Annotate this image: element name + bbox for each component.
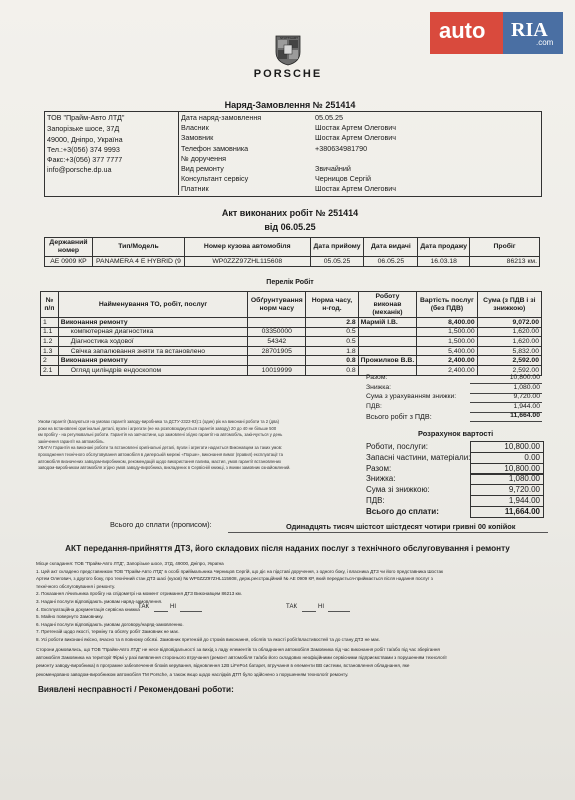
- vehicle-value-cell: WP0ZZZ97ZHL115608: [184, 257, 310, 267]
- works-cell: 2.8: [306, 318, 358, 328]
- warranty-line: закінчення гарантії на автомобіль.: [38, 438, 105, 444]
- works-header-cell: № п/п: [41, 292, 59, 318]
- works-cell: 1,500.00: [417, 327, 477, 337]
- order-title: Наряд-Замовлення № 251414: [224, 100, 356, 110]
- order-header-divider: [178, 111, 179, 195]
- works-cell: 1,500.00: [417, 337, 477, 347]
- vehicle-value-cell: AE 0909 КР: [45, 257, 93, 267]
- works-title: Перелік Робіт: [266, 279, 314, 286]
- act-title: Акт виконаних робіт № 251414: [221, 208, 359, 218]
- warranty-line: Умови гарантії (Базуються на умовах гарантії заводу-виробника та ДСТУ-2322-93):1 (один) рік на виконані роботи та 2 (два): [38, 419, 279, 424]
- vehicle-header-cell: Дата видачі: [364, 238, 418, 257]
- vehicle-header-row: [45, 238, 540, 257]
- works-cell: 1.8: [306, 346, 358, 356]
- works-row: [41, 356, 542, 366]
- calc-value: 9,720.00: [508, 485, 540, 495]
- vehicle-header-cell: Дата продажу: [418, 238, 470, 257]
- parties-line: рекомендовано заводом-виробником автомобіля ТМ Porsche, а також якщо щодо наслідків ДТП було здійснено з порушенням технології ремонту.: [36, 671, 349, 677]
- parties-line: автомобіля Замовника на території Фірмі у разі виявлення сторонього втручання (ремонт автомобіля та/або його складових неофіційними сервісними підприємствами з порушенням технології: [36, 655, 447, 661]
- works-row: [41, 318, 542, 328]
- order-field-value: +380634981790: [315, 143, 368, 153]
- transfer-line: Місце складання: ТОВ "Прайм-Авто ЛТД", Запорізьке шосе, 37Д, 49000, Дніпро, Україна: [36, 561, 224, 566]
- subtotal-value: 10,800.00: [509, 374, 540, 381]
- calc-value: 0.00: [524, 452, 540, 462]
- works-cell: 0.8: [306, 356, 358, 366]
- subtotal-value: 11,664.00: [510, 412, 540, 419]
- company-email: info@porsche.dp.ua: [47, 165, 112, 174]
- vehicle-value-cell: 86213 км.: [470, 257, 540, 267]
- vehicle-header-cell: Номер кузова автомобіля: [184, 238, 310, 257]
- subtotal-value: 1,080.00: [513, 383, 540, 391]
- order-field-label: № доручення: [181, 153, 226, 163]
- doc-yes-1: ТАК: [138, 604, 149, 610]
- order-field-value: Шостак Артем Олегович: [315, 123, 397, 133]
- calc-title: Розрахунок вартості: [418, 429, 494, 438]
- calc-label: ПДВ:: [366, 496, 385, 505]
- works-cell: 0.5: [306, 337, 358, 347]
- works-cell: 9,072.00: [477, 318, 541, 328]
- works-cell: 54342: [248, 337, 306, 347]
- order-field-label: Замовник: [181, 133, 214, 143]
- vehicle-value-cell: 05.05.25: [310, 257, 364, 267]
- order-field-label: Власник: [181, 123, 209, 133]
- order-field-label: Вид ремонту: [181, 164, 224, 173]
- vehicle-table: [44, 237, 540, 267]
- works-cell: [358, 327, 417, 337]
- transfer-line: 3. Надані послуги відповідають умовам наряд-замовлення.: [36, 599, 163, 604]
- works-cell: компютерная диагностика: [58, 327, 248, 337]
- works-cell: 1.1: [41, 327, 59, 337]
- transfer-line: 7. Претензій щодо якості, терміну та обсягу робіт Замовник не має.: [36, 629, 180, 635]
- vehicle-values-row: [45, 257, 540, 267]
- works-cell: Огляд циліндрів ендоскопом: [58, 365, 248, 375]
- doc-no-2-line: [328, 611, 350, 612]
- warranty-line: автомобіля визначених заводом-виробником, рекомендацій щодо використання палива, мастил, умов гарантії встановлених: [38, 458, 282, 464]
- transfer-line: 1. Цей акт складено представником ТОВ "Прайм-Авто ЛТД" в особі прийімальника Черницов Сергій, що діє на підставі доручення, з одного боку, і власника ДТЗ чи його представника Шостак: [36, 568, 444, 574]
- works-cell: 5,400.00: [417, 346, 477, 356]
- transfer-line: 6. Надані послуги відповідають умовам договору/наряд-замовленню.: [36, 621, 184, 627]
- transfer-line: технічного обслуговування і ремонту.: [36, 583, 116, 589]
- company-name: ТОВ "Прайм-Авто ЛТД": [47, 113, 125, 122]
- subtotal-label: Сума з урахуванням знижки:: [366, 393, 457, 400]
- doc-no-1: НІ: [170, 604, 176, 610]
- order-field-label: Консультант сервісу: [181, 174, 249, 184]
- calc-value: 11,664.00: [504, 506, 540, 516]
- order-field-label: Дата наряд-замовлення: [181, 113, 262, 122]
- calc-value: 10,800.00: [504, 463, 540, 473]
- watermark-ria: [503, 12, 563, 54]
- subtotal-value: 9,720.00: [513, 393, 540, 400]
- works-cell: 0.5: [306, 327, 358, 337]
- transfer-line: 8. Усі роботи виконані якісно, вчасно та в повному обсязі. Замовник претензій до строків виконання, обсягів та якості робіт/властивостей та до стану ДТЗ не має.: [36, 637, 381, 642]
- works-cell: 2,592.00: [477, 356, 541, 366]
- works-cell: 28701905: [248, 346, 306, 356]
- works-cell: 2,400.00: [417, 356, 477, 366]
- works-cell: 10019999: [248, 365, 306, 375]
- subtotal-label: Разом:: [366, 374, 388, 381]
- watermark-auto: [430, 12, 503, 54]
- order-field-value: 05.05.25: [315, 113, 343, 122]
- vehicle-value-cell: 06.05.25: [364, 257, 418, 267]
- watermark-auto-text: auto: [439, 18, 486, 43]
- works-table: [40, 291, 542, 376]
- works-cell: Свічка запалювання зняти та встановлено: [58, 346, 248, 356]
- vehicle-header-cell: Дата прийому: [310, 238, 364, 257]
- order-field-value: Черницов Сергій: [315, 174, 372, 184]
- works-cell: Діагностика ходової: [58, 337, 248, 347]
- works-cell: [358, 337, 417, 347]
- works-header-cell: Сума (з ПДВ і зі знижкою): [477, 292, 541, 318]
- porsche-crest-icon: [274, 34, 302, 66]
- order-field-value: Шостак Артем Олегович: [315, 184, 397, 194]
- works-cell: 1.2: [41, 337, 59, 347]
- subtotal-label: Всього робіт з ПДВ:: [366, 412, 432, 421]
- works-cell: 1,620.00: [477, 327, 541, 337]
- works-header-row: [41, 292, 542, 318]
- subtotal-line: [470, 421, 542, 422]
- works-cell: 5,832.00: [477, 346, 541, 356]
- works-header-cell: Вартість послуг (без ПДВ): [417, 292, 477, 318]
- subtotal-value: 1,944.00: [513, 402, 540, 410]
- vehicle-header-cell: Державний номер: [45, 238, 93, 257]
- works-cell: [248, 318, 306, 328]
- subtotal-label: Знижка:: [366, 383, 391, 391]
- warranty-line: проходження технічного обслуговування автомобіля в дилерській мережі «Порше», виконання вимог (правил) експлуатації та: [38, 452, 283, 457]
- act-date: від 06.05.25: [264, 222, 316, 232]
- to-pay-words: Одинадцять тисяч шістсот шістдесят чотири гривні 00 копійок: [286, 522, 516, 531]
- company-address2: 49000, Дніпро, Україна: [47, 135, 123, 144]
- warranty-line: роки на встановлені оригінальні деталі, вузли і агрегати (не на розповсюджується гарантія заводу) 20 до 40 не більше 500: [38, 425, 277, 431]
- calc-label: Роботи, послуги:: [366, 442, 428, 451]
- subtotal-label: ПДВ:: [366, 402, 382, 410]
- works-header-cell: Найменування ТО, робіт, послуг: [58, 292, 248, 318]
- works-header-cell: Норма часу, н-год.: [306, 292, 358, 318]
- company-fax: Факс:+3(056) 377 7777: [47, 155, 123, 164]
- transfer-line: 2. Показання лічильника пробігу на спідометрі на момент отримання ДТЗ Виконавцем 86213 км.: [36, 591, 242, 597]
- works-cell: [358, 346, 417, 356]
- doc-no-1-line: [180, 611, 202, 612]
- works-cell: Виконання ремонту: [58, 356, 248, 366]
- calc-label: Разом:: [366, 463, 392, 473]
- works-cell: 2.1: [41, 365, 59, 375]
- vehicle-value-cell: PANAMERA 4 E HYBRID (9: [92, 257, 184, 267]
- works-cell: 0.8: [306, 365, 358, 375]
- calc-label: Запасні частини, матеріали:: [366, 452, 471, 462]
- doc-yes-2-line: [302, 611, 316, 612]
- works-cell: 1.3: [41, 346, 59, 356]
- works-cell: Мармій І.В.: [358, 318, 417, 328]
- works-row: [41, 337, 542, 347]
- order-field-label: Платник: [181, 184, 209, 194]
- works-body: [41, 318, 542, 376]
- to-pay-underline: [228, 532, 548, 533]
- warranty-line: заводом-виробником автомобіля згідно умов заводу-виробника, викладених в Сервісній книжці, з якими замовник ознайомлений.: [38, 465, 291, 471]
- works-cell: 8,400.00: [417, 318, 477, 328]
- works-header-cell: Роботу виконав (механік): [358, 292, 417, 318]
- transfer-title: АКТ передання-прийняття ДТЗ, його складових після наданих послуг з технічного обслуговування і ремонту: [65, 544, 510, 553]
- transfer-line: 5. Майно повернуто Замовнику.: [36, 614, 104, 620]
- watermark-suffix: .com: [536, 38, 554, 47]
- works-row: [41, 346, 542, 356]
- transfer-line: 4. Експлуатаційна документація сервісна книжка: [36, 606, 140, 612]
- company-address1: Запорізьке шосе, 37Д: [47, 124, 120, 133]
- works-cell: 1: [41, 318, 59, 328]
- parties-line: ремонту заводу-виробника) в програмне забезпечення блоків керування, відновлення 12В LiFePo4 батареї, втручання в елементи ВВ системи, встановлення обладнання, яке: [36, 663, 410, 669]
- calc-label: Всього до сплати:: [366, 506, 439, 516]
- vehicle-header-cell: Тип/Модель: [92, 238, 184, 257]
- order-field-label: Телефон замовника: [181, 143, 249, 153]
- transfer-line: Артем Олегович, з другого боку, про технічний стан ДТЗ шасі (кузов) № WP0ZZZ97ZHL115608, держ.реєстраційний № AE 0909 КР, який передається-приймається після надання послуг з: [36, 576, 433, 582]
- works-header-cell: Обґрунтування норм часу: [248, 292, 306, 318]
- order-field-value: Шостак Артем Олегович: [315, 133, 397, 143]
- warranty-line: км пробігу - на регулювальні роботи. Гарантія на запчастини, що замовлені згідно гарантії на автомобіль, закінчується у день: [38, 432, 283, 438]
- doc-no-2: НІ: [318, 604, 324, 610]
- defects-title: Виявлені несправності / Рекомендовані роботи:: [38, 685, 234, 694]
- company-phone: Тел.:+3(056) 374 9993: [47, 145, 120, 154]
- works-cell: 1,620.00: [477, 337, 541, 347]
- warranty-line: УВАГА! Гарантія на виконані роботи та встановлені оригінальні деталі, вузли і агрегати надається Виконавцем за таких умов:: [38, 445, 283, 451]
- calc-label: Знижка:: [366, 474, 396, 484]
- order-field-value: Звичайний: [315, 164, 351, 173]
- works-cell: Прожилков В.В.: [358, 356, 417, 366]
- vehicle-value-cell: 16.03.18: [418, 257, 470, 267]
- works-cell: Виконання ремонту: [58, 318, 248, 328]
- works-cell: 2: [41, 356, 59, 366]
- calc-value: 1,944.00: [508, 496, 540, 505]
- doc-yes-2: ТАК: [286, 604, 297, 610]
- works-cell: 03350000: [248, 327, 306, 337]
- works-row: [41, 327, 542, 337]
- calc-value: 1,080.00: [508, 474, 540, 484]
- works-cell: 2,400.00: [417, 365, 477, 375]
- watermark-ria-text: RIA: [511, 19, 548, 41]
- svg-text:STUTTGART: STUTTGART: [280, 36, 298, 40]
- works-cell: [248, 356, 306, 366]
- vehicle-header-cell: Пробіг: [470, 238, 540, 257]
- doc-yes-1-line: [154, 611, 168, 612]
- calc-value: 10,800.00: [504, 442, 540, 451]
- brand-wordmark: PORSCHE: [253, 68, 323, 80]
- calc-label: Сума зі знижкою:: [366, 485, 430, 495]
- works-row: [41, 365, 542, 375]
- parties-line: Сторони домовились, що ТОВ "Прайм-Авто ЛТД" не несе відповідальності за вихід з ладу елементів та обладнання автомобіля Замовника під час виконання робіт та/або під час зберігання: [36, 647, 440, 652]
- to-pay-label: Всього до сплати (прописом):: [110, 520, 212, 529]
- works-cell: 2,592.00: [477, 365, 541, 375]
